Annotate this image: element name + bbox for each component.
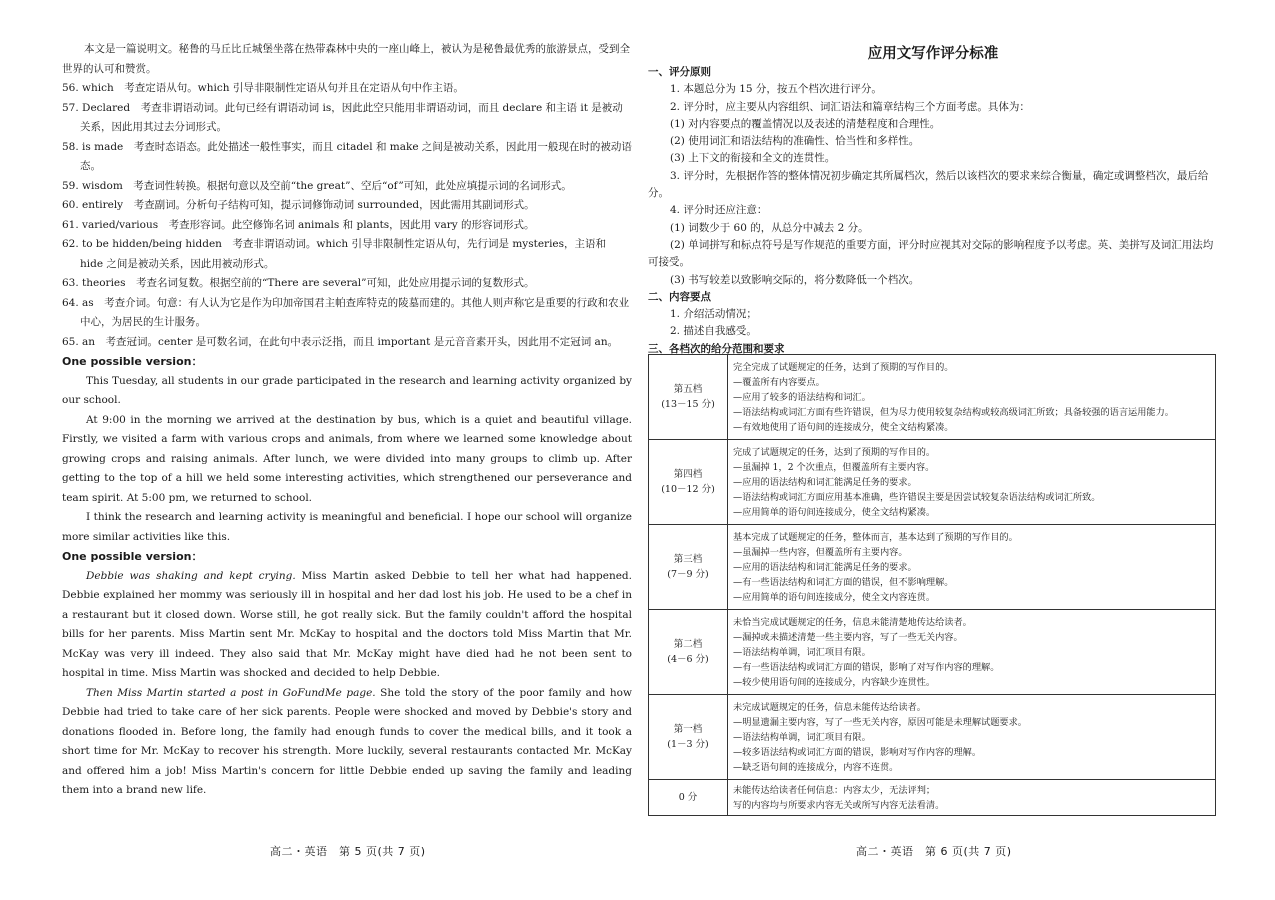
table-row	[649, 355, 1216, 440]
grade-range: (4－6 分)	[667, 654, 709, 665]
grade-line: —明显遗漏主要内容，写了一些无关内容，原因可能是未理解试题要求。	[733, 716, 1027, 728]
grade-line: —虽漏掉一些内容，但覆盖所有主要内容。	[733, 546, 908, 558]
essay-two-paragraph	[62, 684, 632, 801]
answer-item: 58. is made 考查时态语态。此处描述一般性事实，而且 citadel 和 make 之间是被动关系，因此用一般现在时的被动语态。	[62, 140, 632, 172]
grade-description-cell	[728, 695, 1216, 780]
grade-line: 写的内容均与所要求内容无关或所写内容无法看清。	[733, 799, 945, 811]
table-row	[649, 525, 1216, 610]
grade-line: —虽漏掉 1，2 个次重点，但覆盖所有主要内容。	[733, 461, 935, 473]
grade-line: —应用的语法结构和词汇能满足任务的要求。	[733, 561, 917, 573]
content-point: 1. 介绍活动情况；	[670, 308, 757, 321]
grade-line: —应用简单的语句间连接成分，使全文内容连贯。	[733, 591, 936, 603]
answer-item: 57. Declared 考查非谓语动词。此句已经有谓语动词 is，因此此空只能用非谓语动词，而且 declare 和主语 it 是被动关系，因此用其过去分词形式。	[62, 101, 623, 133]
grade-name: 第三档	[673, 554, 703, 565]
grade-description-cell	[728, 610, 1216, 695]
answer-item: 56. which 考查定语从句。which 引导非限制性定语从句并且在定语从句中作主语。	[62, 82, 464, 94]
principle-item: (3) 上下文的衔接和全文的连贯性。	[670, 152, 836, 165]
grade-level-cell	[649, 780, 728, 816]
grade-line: —有一些语法结构或词汇方面的错误，影响了对写作内容的理解。	[733, 661, 1000, 673]
grade-line: —覆盖所有内容要点。	[733, 376, 825, 388]
principle-item: 3. 评分时，先根据作答的整体情况初步确定其所属档次，然后以该档次的要求来综合衡量，确定或调整档次，最后给分。	[648, 169, 1209, 200]
grade-line: —漏掉或未描述清楚一些主要内容，写了一些无关内容。	[733, 631, 963, 643]
principle-item: 2. 评分时，应主要从内容组织、词汇语法和篇章结构三个方面考虑。具体为：	[670, 100, 1030, 113]
answer-item: 63. theories 考查名词复数。根据空前的“There are several”可知，此处应用提示词的复数形式。	[62, 277, 535, 289]
page-title: 应用文写作评分标准	[867, 46, 999, 62]
grade-level-cell	[649, 695, 728, 780]
grade-line: 完成了试题规定的任务，达到了预期的写作目的。	[733, 446, 936, 458]
principle-item: (1) 词数少于 60 的，从总分中减去 2 分。	[670, 221, 869, 234]
essay-two	[62, 547, 632, 801]
grade-line: —应用了较多的语法结构和词汇。	[733, 391, 871, 403]
grade-line: 完全完成了试题规定的任务，达到了预期的写作目的。	[733, 361, 954, 373]
essay-one-heading: One possible version：	[62, 355, 203, 368]
grade-name: 第四档	[673, 469, 703, 480]
grade-line: —应用简单的语句间连接成分，使全文结构紧凑。	[733, 506, 936, 518]
grading-table	[648, 354, 1216, 816]
answer-item: 59. wisdom 考查词性转换。根据句意以及空前“the great”、空后“of”可知，此处应填提示词的名词形式。	[62, 179, 572, 192]
answer-item: 61. varied/various 考查形容词。此空修饰名词 animals 和 plants，因此用 vary 的形容词形式。	[62, 218, 535, 231]
grade-level-cell	[649, 525, 728, 610]
principle-item: (2) 单词拼写和标点符号是写作规范的重要方面，评分时应视其对交际的影响程度予以考虑。英、美拼写及词汇用法均可接受。	[648, 238, 1214, 269]
grade-name: 0 分	[678, 792, 698, 803]
grade-line: —语法结构单调，词汇项目有限。	[733, 646, 871, 658]
principle-item: (1) 对内容要点的覆盖情况以及表述的清楚程度和合理性。	[670, 117, 941, 130]
section-heading: 一、评分原则	[648, 66, 711, 78]
grade-level-cell	[649, 610, 728, 695]
grade-description-cell	[728, 525, 1216, 610]
answer-item: 62. to be hidden/being hidden 考查非谓语动词。which 引导非限制性定语从句，先行词是 mysteries，主语和 hide 之间是被动关系，因此用被动形式。	[62, 238, 607, 270]
grade-line: —语法结构单调，词汇项目有限。	[733, 731, 871, 743]
essay-two-heading: One possible version：	[62, 550, 203, 563]
table-row	[649, 610, 1216, 695]
grade-description-cell	[728, 355, 1216, 440]
answer-list	[62, 79, 632, 801]
section-heading: 二、内容要点	[648, 290, 711, 303]
grade-range: (10－12 分)	[661, 484, 715, 495]
grade-name: 第二档	[673, 639, 703, 650]
grade-line: 未能传达给读者任何信息：内容太少，无法评判；	[733, 784, 936, 796]
essay-one-paragraph: At 9:00 in the morning we arrived at the destination by bus, which is a quiet and beautiful village. Firstly, we visited a farm with various crops and animals, from where we learned some knowledge about growing crops and raising animals. After lunch, we were divided into many groups to climb up. After getting to the top of a hill we held some interesting activities, which strengthened our perseverance and team spirit. At 5:00 pm, we returned to school.	[62, 413, 632, 504]
grade-line: 未恰当完成试题规定的任务，信息未能清楚地传达给读者。	[733, 616, 972, 628]
grade-range: (13－15 分)	[661, 399, 715, 410]
grade-name: 第一档	[673, 724, 703, 735]
grade-level-cell	[649, 440, 728, 525]
grade-line: —有一些语法结构和词汇方面的错误，但不影响理解。	[733, 576, 954, 588]
table-row	[649, 440, 1216, 525]
grade-name: 第五档	[673, 384, 703, 395]
grade-line: —应用的语法结构和词汇能满足任务的要求。	[733, 476, 917, 488]
grade-line: —较少使用语句间的连接成分，内容缺少连贯性。	[733, 676, 936, 688]
section-heading: 三、各档次的给分范围和要求	[648, 342, 785, 355]
essay-one	[62, 352, 632, 547]
grade-line: —语法结构或词汇方面有些许错误，但为尽力使用较复杂结构或较高级词汇所致；具备较强的语言运用能力。	[733, 406, 1174, 418]
grade-line: 未完成试题规定的任务，信息未能传达给读者。	[733, 701, 926, 713]
essay-two-paragraph-text: She told the story of the poor family and how Debbie had tried to take care of her sick parents. People were shocked and moved by Debbie's story and donations flooded in. Before long, the family had enough funds to cover the medical bills, and it took a short time for Mr. McKay to recover his strength. More luckily, several restaurants contacted Mr. McKay and offered him a job! Miss Martin's concern for little Debbie ended up saving the family and leading them into a brand new life.	[62, 686, 632, 796]
grade-line: 基本完成了试题规定的任务，整体而言，基本达到了预期的写作目的。	[733, 531, 1018, 543]
essay-two-given-opening: Debbie was shaking and kept crying.	[86, 569, 296, 582]
answer-item: 65. an 考查冠词。center 是可数名词，在此句中表示泛指，而且 important 是元音音素开头，因此用不定冠词 an。	[62, 335, 619, 348]
principle-item: 4. 评分时还应注意：	[670, 204, 768, 217]
grade-range: (1－3 分)	[667, 739, 709, 750]
principle-item: 1. 本题总分为 15 分，按五个档次进行评分。	[670, 83, 882, 96]
essay-two-paragraph-text: Miss Martin asked Debbie to tell her what had happened. Debbie explained her mommy was seriously ill in hospital and her dad lost his job. He used to be a chef in a restaurant but it closed down. Worse still, he got really sick. But the family couldn't afford the hospital bills for her parents. Miss Martin sent Mr. McKay to hospital and the doctors told Miss Martin that Mr. McKay was very ill indeed. They also said that Mr. McKay might have died had he not been sent to hospital in time. Miss Martin was shocked and decided to help Debbie.	[62, 569, 632, 679]
principle-item: (2) 使用词汇和语法结构的准确性、恰当性和多样性。	[670, 135, 920, 148]
principle-item: (3) 书写较差以致影响交际的，将分数降低一个档次。	[670, 273, 920, 286]
page-footer-right: 高二・英语 第 6 页(共 7 页)	[856, 845, 1012, 858]
essay-one-paragraph: This Tuesday, all students in our grade participated in the research and learning activity organized by our school.	[62, 374, 632, 406]
scoring-principles	[648, 64, 1218, 358]
answer-item: 64. as 考查介词。句意：有人认为它是作为印加帝国君主帕查库特克的陵墓而建的。其他人则声称它是重要的行政和农业中心，为居民的生计服务。	[62, 296, 630, 328]
essay-two-paragraph	[62, 567, 632, 684]
page-footer-left: 高二・英语 第 5 页(共 7 页)	[270, 845, 426, 858]
grade-line: —较多语法结构或词汇方面的错误，影响对写作内容的理解。	[733, 746, 982, 758]
answer-item: 60. entirely 考查副词。分析句子结构可知，提示词修饰动词 surrounded，因此需用其副词形式。	[62, 199, 535, 211]
table-row	[649, 695, 1216, 780]
grade-description-cell	[728, 780, 1216, 816]
grade-level-cell	[649, 355, 728, 440]
grade-line: —有效地使用了语句间的连接成分，使全文结构紧凑。	[733, 421, 954, 433]
essay-one-paragraph: I think the research and learning activity is meaningful and beneficial. I hope our school will organize more similar activities like this.	[62, 511, 632, 543]
content-point: 2. 描述自我感受。	[670, 325, 757, 338]
table-row	[649, 780, 1216, 816]
grade-line: —缺乏语句间的连接成分，内容不连贯。	[733, 761, 899, 773]
essay-two-given-opening: Then Miss Martin started a post in GoFundMe page.	[86, 686, 376, 699]
passage-summary: 本文是一篇说明文。秘鲁的马丘比丘城堡坐落在热带森林中央的一座山峰上，被认为是秘鲁最优秀的旅游景点，受到全世界的认可和赞赏。	[62, 43, 630, 75]
grade-range: (7－9 分)	[667, 569, 709, 580]
grade-line: —语法结构或词汇方面应用基本准确，些许错误主要是因尝试较复杂语法结构或词汇所致。	[733, 491, 1101, 503]
grade-description-cell	[728, 440, 1216, 525]
